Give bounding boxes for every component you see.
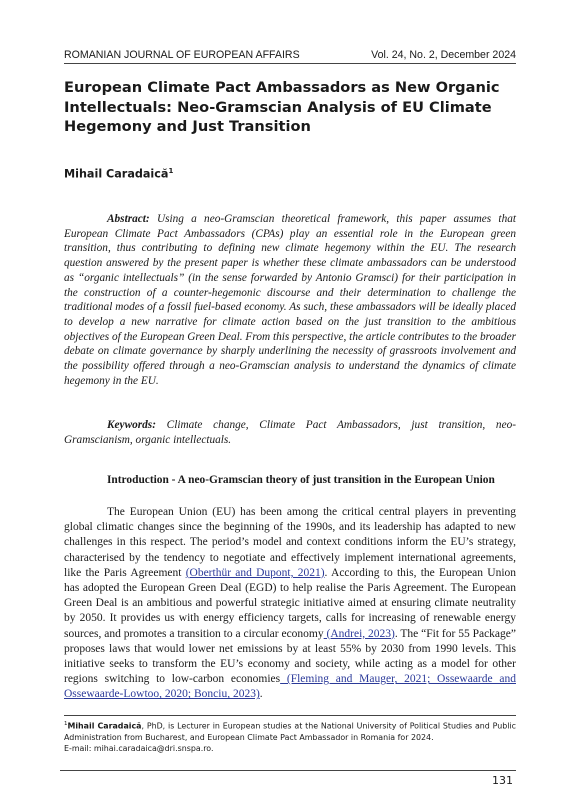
header-rule [64, 63, 516, 64]
citation-link-andrei[interactable]: (Andrei, 2023) [323, 627, 395, 640]
footnote-author: Mihail Caradaică [67, 721, 142, 731]
footer-rule [60, 770, 516, 771]
abstract-label: Abstract: [107, 213, 150, 225]
citation-link-oberthur[interactable]: (Oberthür and Dupont, 2021) [185, 566, 325, 579]
author-name: Mihail Caradaică [64, 167, 169, 181]
citation-link-fleming[interactable]: (Fleming and Mauger, 2021; Ossewaarde and Ossewaarde-Lowtoo, 2020; Bonciu, 2023) [64, 673, 516, 701]
running-header [64, 49, 516, 61]
body-paragraph [64, 505, 516, 703]
body-text-3: . The “Fit for 55 Package” proposes laws that would lower net emissions by at least 55% by 2030 from 1990 levels. This initiative seeks to transform the EU’s economy and society, while acting as a model for other regions switching to low-carbon economies [64, 627, 516, 686]
keywords [64, 418, 516, 447]
footnote [64, 719, 516, 755]
abstract-text: Using a neo-Gramscian theoretical framework, this paper assumes that European Climate Pact Ambassadors (CPAs) play an essential role in the European green transition, thus contributing to defining new climate hegemony within the EU. The research question answered by the present paper is whether these climate ambassadors can be understood as “organic intellectuals” (in the sense forwarded by Antonio Gramsci) for their participation in the construction of a counter-hegemonic discourse and their determination to challenge the traditional modes of a fossil fuel-based economy. As such, these ambassadors will be ideally placed to develop a new narrative for climate action based on the just transition to the ambitious objectives of the European Green Deal. From this perspective, the article contributes to the broader debate on climate governance by sharply underlining the necessity of grassroots involvement and the possibility offered through a neo-Gramscian analysis to understand the dynamics of climate hegemony in the EU. [64, 213, 516, 387]
keywords-label: Keywords: [107, 419, 156, 431]
footnote-mark: 1 [64, 721, 68, 727]
article-title: European Climate Pact Ambassadors as New Organic Intellectuals: Neo-Gramscian Analysis of EU Climate Hegemony and Just Transition [64, 79, 500, 135]
footnote-text: , PhD, is Lecturer in European studies at the National University of Political Studies and Public Administration from Bucharest, and European Climate Pact Ambassador in Romania for 2024. [64, 721, 516, 743]
keywords-text: Climate change, Climate Pact Ambassadors, just transition, neo-Gramscianism, organic intellectuals. [64, 419, 516, 446]
page-number: 131 [492, 774, 513, 787]
section-heading: Introduction - A neo-Gramscian theory of just transition in the European Union [107, 474, 495, 486]
footnote-rule [64, 715, 516, 716]
journal-name: ROMANIAN JOURNAL OF EUROPEAN AFFAIRS [64, 49, 300, 61]
abstract [64, 212, 516, 388]
body-text-2: . According to this, the European Union has adopted the European Green Deal (EGD) to help realise the Paris Agreement. The European Green Deal is an ambitious and powerful strategic initiative aimed at ensuring climate neutrality by 2050. It provides us with energy efficiency targets, calls for increasing of renewable energy sources, and promotes a transition to a circular economy [64, 566, 517, 640]
author-line [64, 167, 173, 181]
issue-info: Vol. 24, No. 2, December 2024 [371, 49, 516, 61]
body-text-4: . [259, 688, 263, 701]
author-footnote-mark[interactable]: 1 [168, 167, 174, 175]
body-text-1: The European Union (EU) has been among the critical central players in preventing global climatic changes since the beginning of the 1990s, and its leadership has adapted to new challenges in this respect. The period’s model and context conditions inform the EU’s strategy, characterised by the tendency to negotiate and effectively implement international agreements, like the Paris Agreement [64, 506, 516, 579]
footnote-email[interactable]: E-mail: mihai.caradaica@dri.snspa.ro. [64, 744, 214, 754]
